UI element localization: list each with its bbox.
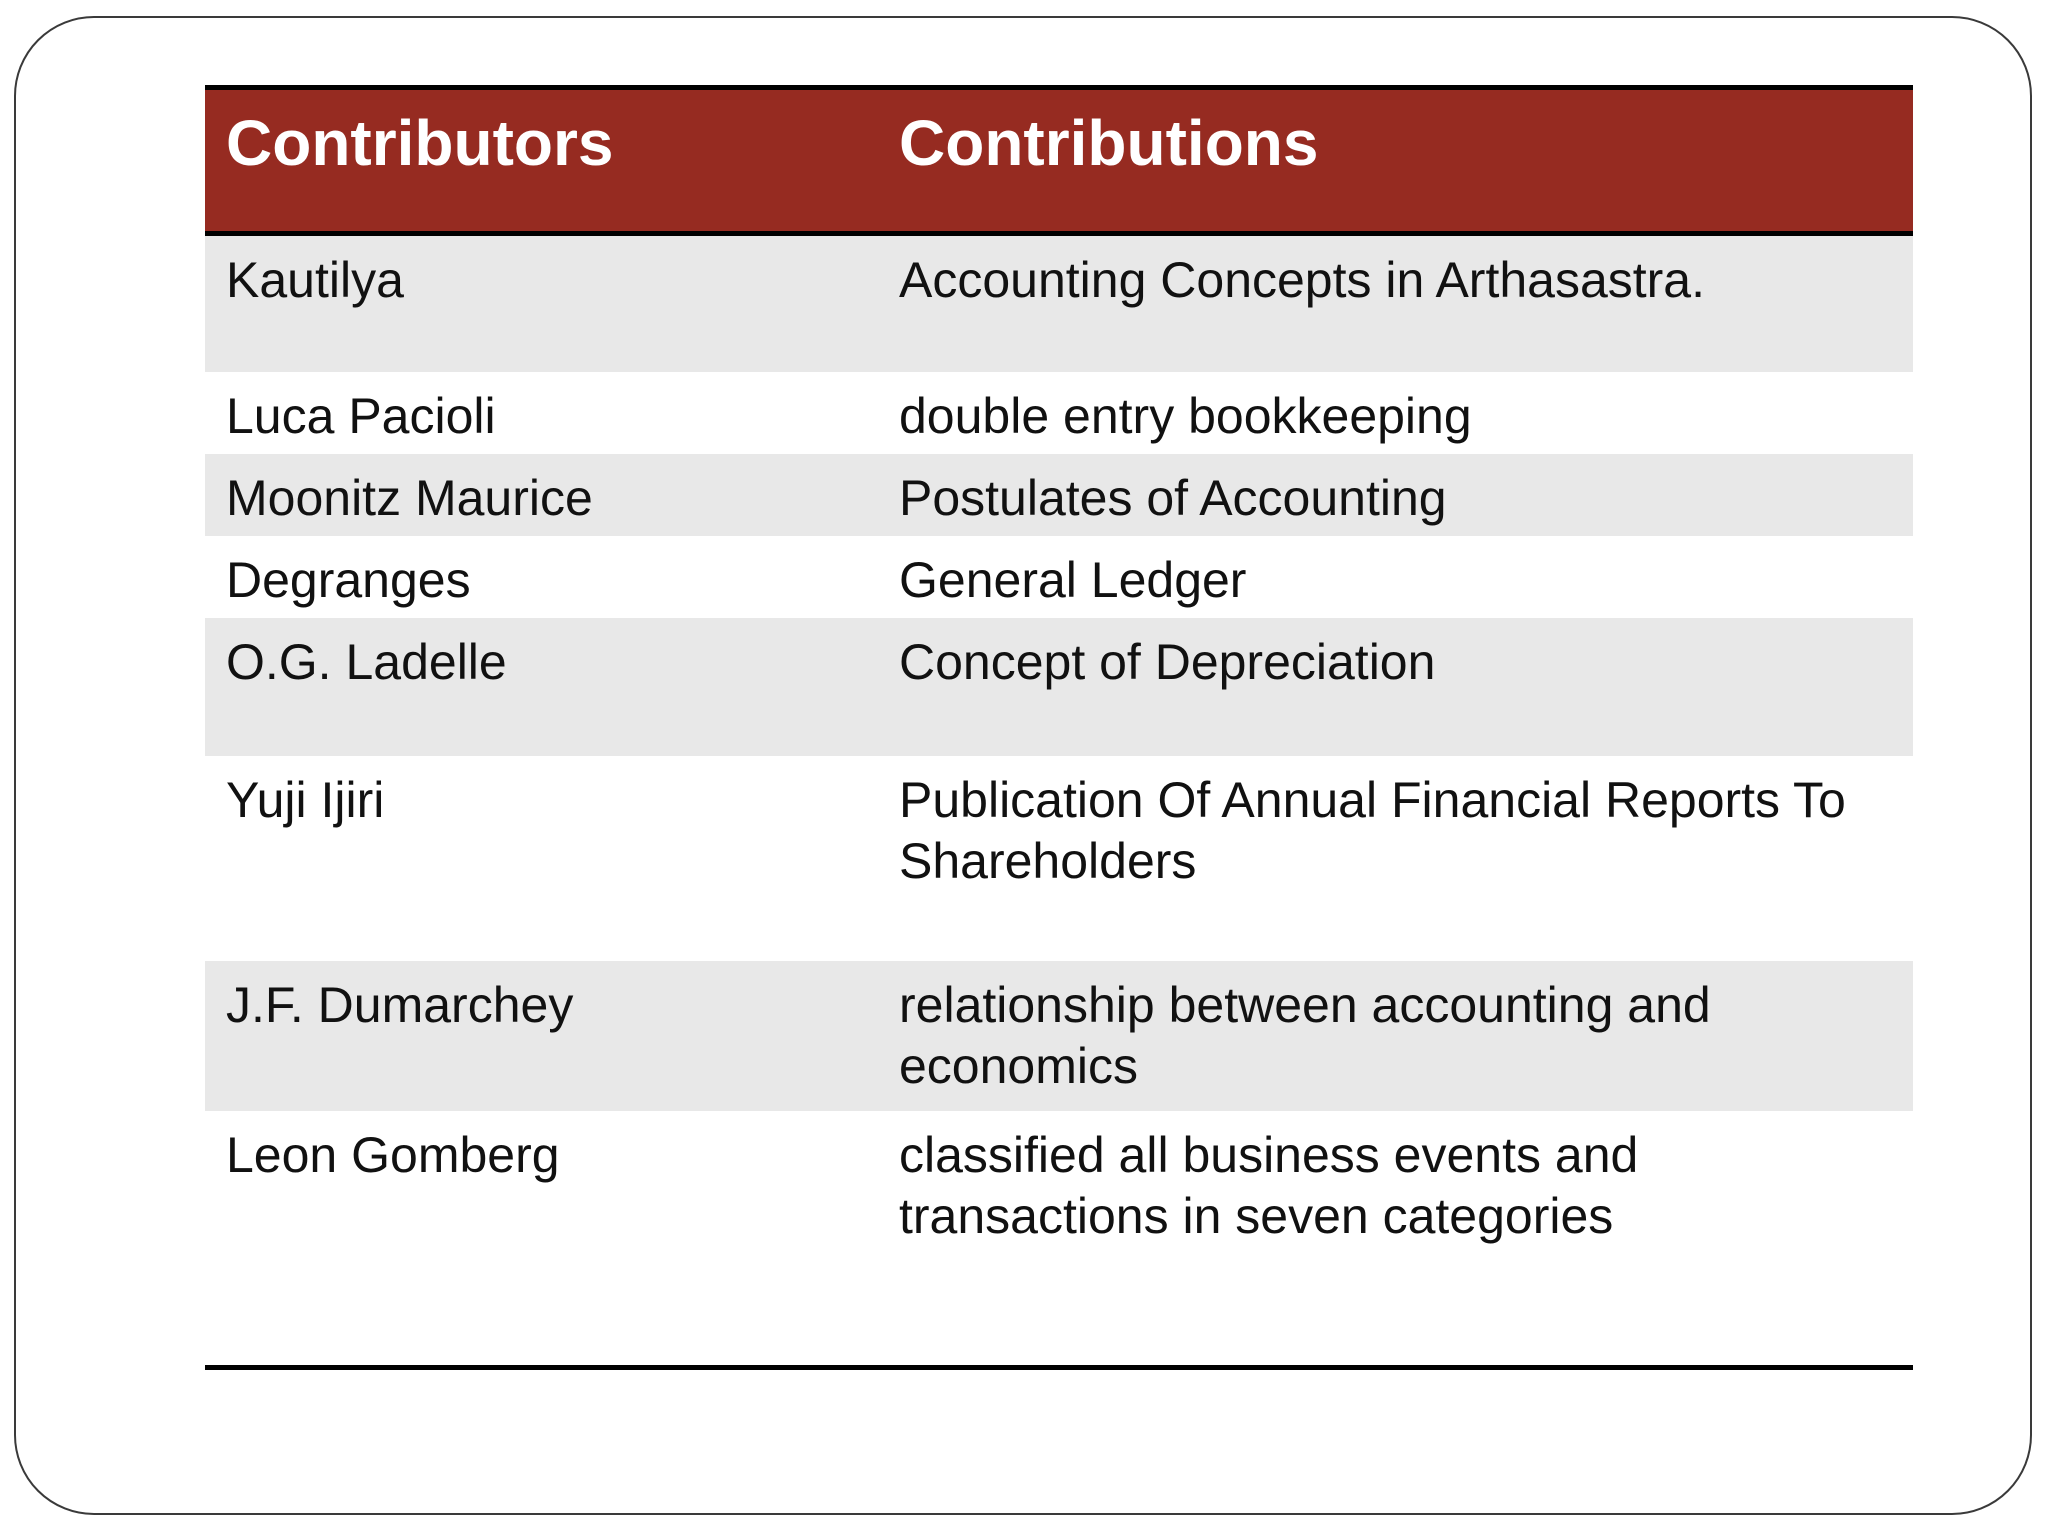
- contributor-cell: O.G. Ladelle: [226, 633, 507, 690]
- table-row: [205, 372, 1913, 454]
- table-row: [205, 618, 1913, 756]
- header-contributors: Contributors: [205, 88, 878, 234]
- table-header-row: [205, 88, 1913, 234]
- table-row: [205, 1111, 1913, 1368]
- table-row: [205, 961, 1913, 1111]
- contribution-cell: Publication Of Annual Financial Reports To Shareholders: [899, 771, 1846, 889]
- table-row: [205, 536, 1913, 618]
- contribution-cell: classified all business events and transactions in seven categories: [878, 1111, 1913, 1368]
- header-contributions: Contributions: [878, 88, 1913, 234]
- contributor-cell: Kautilya: [226, 252, 404, 308]
- contributor-cell: J.F. Dumarchey: [226, 976, 574, 1033]
- table-row: [205, 756, 1913, 961]
- contributor-cell: Degranges: [226, 551, 471, 608]
- table-row: [205, 454, 1913, 536]
- contribution-cell: Postulates of Accounting: [899, 469, 1447, 526]
- contributor-cell: Leon Gomberg: [205, 1111, 878, 1368]
- contributors-table: [205, 85, 1913, 1370]
- contribution-cell: relationship between accounting and economics: [899, 976, 1711, 1094]
- contribution-cell: double entry bookkeeping: [899, 387, 1472, 444]
- contribution-cell: Concept of Depreciation: [899, 633, 1436, 690]
- contribution-cell: General Ledger: [899, 551, 1247, 608]
- contribution-cell: Accounting Concepts in Arthasastra.: [899, 252, 1706, 308]
- contributor-cell: Yuji Ijiri: [226, 771, 385, 828]
- contributor-cell: Luca Pacioli: [226, 387, 496, 444]
- table-row: [205, 234, 1913, 372]
- contributor-cell: Moonitz Maurice: [226, 469, 593, 526]
